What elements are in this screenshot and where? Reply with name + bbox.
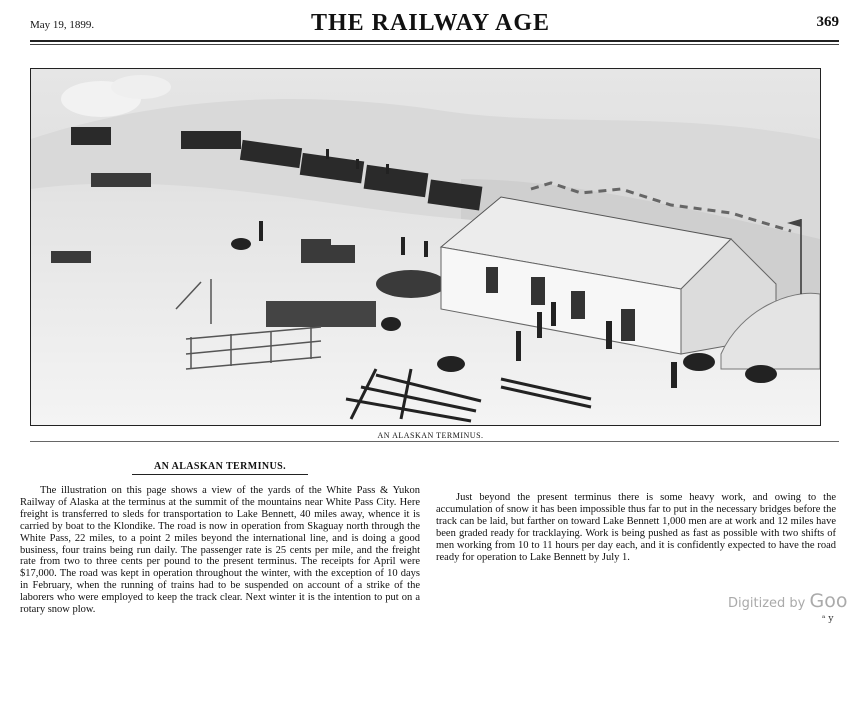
- photo-illustration: [31, 69, 820, 425]
- caption-rule: [30, 441, 839, 442]
- header-rule-thick: [30, 40, 839, 42]
- article-left-column: [20, 485, 420, 616]
- figure-caption: AN ALASKAN TERMINUS.: [377, 431, 484, 440]
- watermark-brand: Goo: [809, 590, 848, 612]
- journal-title: THE RAILWAY AGE: [310, 10, 551, 36]
- issue-date: May 19, 1899.: [30, 19, 95, 31]
- digitized-watermark: [728, 590, 847, 612]
- right-column-text: Just beyond the present terminus there is some heavy work, and owing to the accumulation of snow it has been impossible thus far to put in the necessary bridges before the track can be laid, but farther on toward Lake Bennett 1,000 men are at work and 12 miles have been graded ready for tracklaying. Work is being pushed as fast as possible with two shifts of men working from 10 to 11 hours per day each, and it is confidently expected to have the road ready for operation to Lake Bennett by July 1.: [436, 492, 836, 563]
- article-right-column: [436, 492, 836, 563]
- left-column-text: The illustration on this page shows a view of the yards of the White Pass & Yukon Railway of Alaska at the terminus at the summit of the mountains near White Pass City. Here freight is transferred to sleds for transportation to Lake Bennett, 40 miles away, whence it is carried by boat to the Klondike. The road is now in operation from Skaguay north through the White Pass, 22 miles, to a point 2 miles beyond the international line, and is doing a good business, four trains being run daily. The passenger rate is 25 cents per mile, and the freight rate from two to three cents per pound to the present terminus. The receipts for April were $17,000. The road was kept in operation throughout the winter, with the exception of 10 days in February, when the running of trains had to be suspended on account of a strike of the laborers who were employed to keep the track clear. Next winter it is the intention to put on a rotary snow plow.: [20, 485, 420, 616]
- header-rule-thin: [30, 44, 839, 45]
- page-number: 369: [816, 14, 839, 30]
- stray-marks: ᵃ y: [822, 614, 834, 624]
- terminus-photograph: [30, 68, 821, 426]
- article-title-underline: [132, 474, 308, 475]
- article-title: AN ALASKAN TERMINUS.: [153, 461, 286, 472]
- watermark-prefix: Digitized by: [728, 596, 806, 611]
